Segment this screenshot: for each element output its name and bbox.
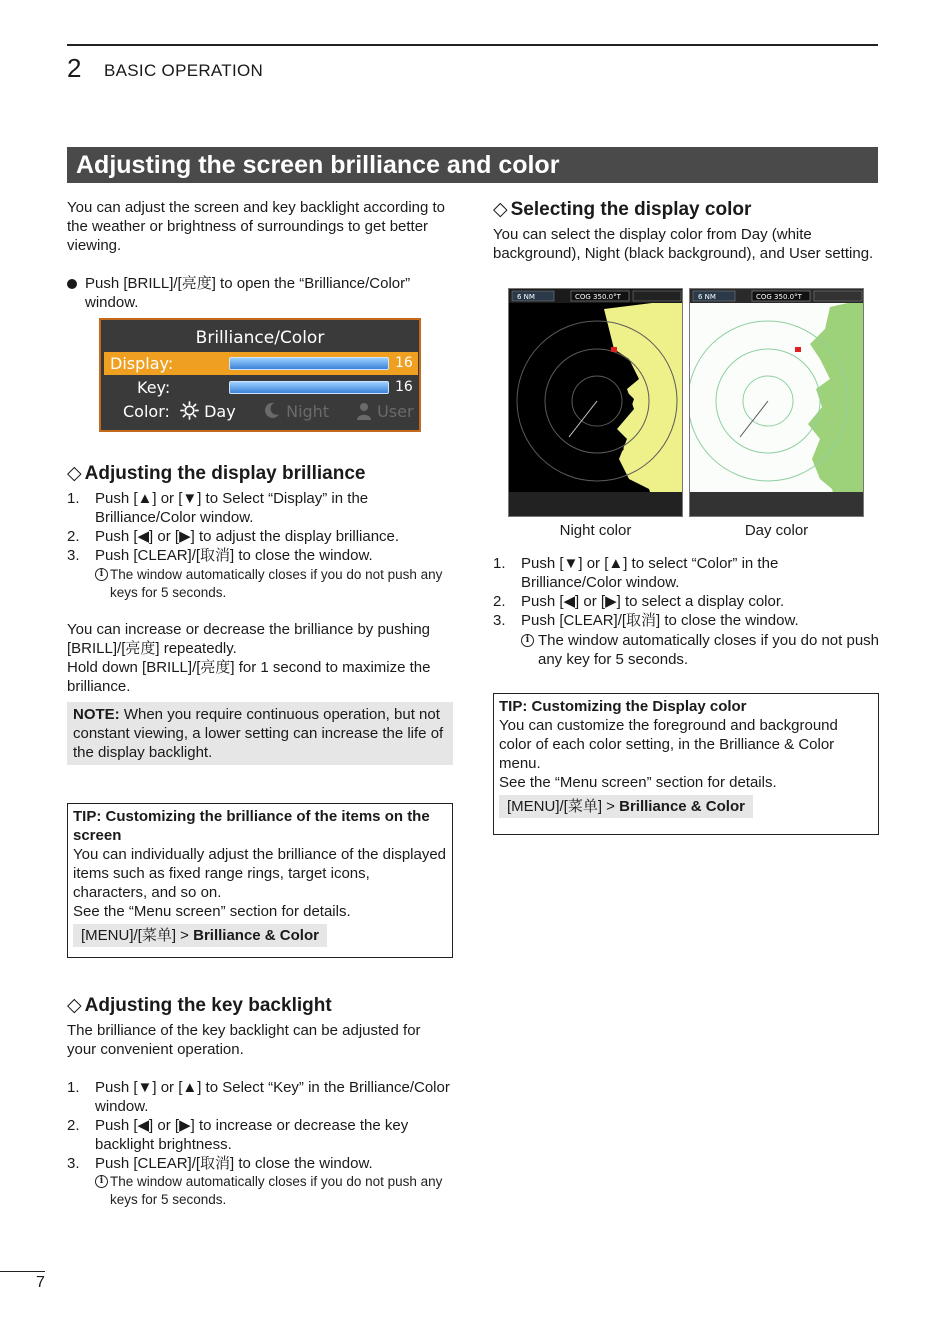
brill-paragraph-1: You can increase or decrease the brilliance by pushing [BRILL]/[亮度] repeatedly. bbox=[67, 621, 431, 657]
night-label: Night bbox=[286, 402, 330, 421]
key-backlight-heading bbox=[67, 995, 453, 1017]
display-value: 16 bbox=[395, 355, 413, 371]
tip-title: TIP: Customizing the Display color bbox=[499, 698, 747, 715]
key-value: 16 bbox=[395, 379, 413, 395]
color-row[interactable] bbox=[104, 400, 418, 423]
day-color-radar-image bbox=[689, 288, 864, 517]
key-backlight-intro: The brilliance of the key backlight can be adjusted for your convenient operation. bbox=[67, 1022, 421, 1058]
step-text: Push [◀] or [▶] to adjust the display brilliance. bbox=[95, 528, 400, 545]
step-number: 1. bbox=[67, 490, 80, 507]
user-label: User bbox=[377, 402, 414, 421]
key-level-bar[interactable] bbox=[229, 381, 389, 394]
display-level-bar[interactable] bbox=[229, 357, 389, 370]
note-box bbox=[67, 702, 453, 765]
step-text: Push [◀] or [▶] to select a display color. bbox=[521, 593, 785, 610]
display-row[interactable] bbox=[104, 352, 418, 375]
step-item bbox=[67, 489, 453, 527]
heading-text: Adjusting the display brilliance bbox=[84, 463, 366, 484]
diamond-icon: ◇ bbox=[493, 199, 508, 220]
step-text: Push [▼] or [▲] to select “Color” in the Brilliance/Color window. bbox=[521, 555, 779, 591]
chapter-number: 2 bbox=[67, 53, 82, 83]
key-row[interactable] bbox=[104, 376, 418, 399]
step-item bbox=[493, 554, 879, 592]
info-icon: i bbox=[95, 568, 108, 581]
step-item bbox=[67, 1154, 453, 1173]
info-icon: i bbox=[521, 634, 534, 647]
step-text: Push [▲] or [▼] to Select “Display” in the Brilliance/Color window. bbox=[95, 490, 369, 526]
radar-cog: COG 350.0°T bbox=[756, 293, 802, 301]
step-item bbox=[67, 1116, 453, 1154]
menu-prefix: [MENU]/[菜单] > bbox=[507, 798, 620, 815]
display-brilliance-heading bbox=[67, 463, 453, 485]
note-text: The window automatically closes if you do not push any keys for 5 seconds. bbox=[110, 1174, 443, 1207]
window-title: Brilliance/Color bbox=[195, 328, 325, 348]
moon-icon bbox=[262, 401, 281, 420]
night-radar-svg bbox=[509, 289, 683, 517]
note-text: The window automatically closes if you do not push any key for 5 seconds. bbox=[538, 632, 880, 668]
step-number: 3. bbox=[67, 547, 80, 564]
day-color-caption: Day color bbox=[744, 522, 809, 539]
top-rule bbox=[67, 44, 878, 46]
step-item bbox=[67, 1078, 453, 1116]
brilliance-color-window bbox=[99, 318, 421, 432]
menu-item: Brilliance & Color bbox=[193, 927, 319, 944]
display-color-intro: You can select the display color from Day (white background), Night (black background), and User setting. bbox=[493, 226, 874, 262]
brill-paragraph-2: Hold down [BRILL]/[亮度] for 1 second to maximize the brilliance. bbox=[67, 659, 431, 695]
color-option-night[interactable] bbox=[262, 400, 329, 423]
step-text: Push [▼] or [▲] to Select “Key” in the Brilliance/Color window. bbox=[95, 1079, 450, 1115]
day-radar-svg bbox=[690, 289, 864, 517]
step-text: Push [CLEAR]/[取消] to close the window. bbox=[95, 547, 373, 564]
color-label: Color: bbox=[123, 402, 170, 421]
intro-paragraph: You can adjust the screen and key backlight according to the weather or brightness of surroundings to get better viewing. bbox=[67, 199, 446, 254]
radar-range: 6 NM bbox=[517, 293, 535, 301]
step-text: Push [CLEAR]/[取消] to close the window. bbox=[95, 1155, 373, 1172]
night-color-radar-image bbox=[508, 288, 683, 517]
tip-see: See the “Menu screen” section for details. bbox=[73, 903, 351, 920]
display-color-note bbox=[493, 631, 879, 669]
step-number: 2. bbox=[67, 528, 80, 545]
menu-path bbox=[73, 924, 327, 947]
tip-see: See the “Menu screen” section for details. bbox=[499, 774, 777, 791]
diamond-icon: ◇ bbox=[67, 995, 82, 1016]
menu-item: Brilliance & Color bbox=[619, 798, 745, 815]
note-box-text: When you require continuous operation, but not constant viewing, a lower setting can increase the life of the display backlight. bbox=[73, 706, 444, 761]
step-number: 3. bbox=[67, 1155, 80, 1172]
tip-title: TIP: Customizing the brilliance of the items on the screen bbox=[73, 808, 430, 844]
key-label: Key: bbox=[137, 378, 171, 397]
radar-cog: COG 350.0°T bbox=[575, 293, 621, 301]
tip-box-color bbox=[493, 693, 879, 835]
display-brilliance-steps bbox=[67, 489, 453, 565]
display-color-steps bbox=[493, 554, 879, 630]
bullet-icon bbox=[67, 279, 77, 289]
user-icon bbox=[356, 402, 372, 420]
note-label: NOTE: bbox=[73, 706, 120, 723]
sun-icon bbox=[180, 401, 199, 420]
step-number: 2. bbox=[67, 1117, 80, 1134]
info-icon: i bbox=[95, 1175, 108, 1188]
note-text: The window automatically closes if you do not push any keys for 5 seconds. bbox=[110, 567, 443, 600]
section-title: Adjusting the screen brilliance and color bbox=[67, 147, 878, 183]
color-option-user[interactable] bbox=[356, 400, 414, 423]
step-number: 1. bbox=[493, 555, 506, 572]
tip-box-brilliance bbox=[67, 803, 453, 958]
key-backlight-steps bbox=[67, 1078, 453, 1173]
display-color-heading bbox=[493, 199, 879, 221]
display-brilliance-note bbox=[67, 566, 453, 601]
tip-body: You can customize the foreground and background color of each color setting, in the Brilliance & Color menu. bbox=[499, 717, 838, 772]
step-item bbox=[67, 527, 453, 546]
step-item bbox=[67, 546, 453, 565]
intro-bullet bbox=[67, 274, 453, 312]
step-item bbox=[493, 592, 879, 611]
radar-range: 6 NM bbox=[698, 293, 716, 301]
chapter-title: BASIC OPERATION bbox=[104, 61, 264, 80]
menu-prefix: [MENU]/[菜单] > bbox=[81, 927, 194, 944]
heading-text: Selecting the display color bbox=[510, 199, 752, 220]
step-number: 2. bbox=[493, 593, 506, 610]
step-number: 1. bbox=[67, 1079, 80, 1096]
intro-bullet-text: Push [BRILL]/[亮度] to open the “Brilliance/Color” window. bbox=[85, 275, 411, 311]
diamond-icon: ◇ bbox=[67, 463, 82, 484]
menu-path bbox=[499, 795, 753, 818]
night-color-caption: Night color bbox=[559, 522, 632, 539]
step-text: Push [CLEAR]/[取消] to close the window. bbox=[521, 612, 799, 629]
page-rule bbox=[0, 1271, 45, 1272]
step-number: 3. bbox=[493, 612, 506, 629]
key-backlight-note bbox=[67, 1173, 453, 1208]
step-text: Push [◀] or [▶] to increase or decrease the key backlight brightness. bbox=[95, 1117, 409, 1153]
display-label: Display: bbox=[110, 354, 174, 373]
step-item bbox=[493, 611, 879, 630]
heading-text: Adjusting the key backlight bbox=[84, 995, 332, 1016]
tip-body: You can individually adjust the brilliance of the displayed items such as fixed range rings, target icons, characters, and so on. bbox=[73, 846, 447, 901]
day-label: Day bbox=[204, 402, 236, 421]
page-number: 7 bbox=[36, 1274, 45, 1291]
color-option-day[interactable] bbox=[180, 400, 236, 423]
